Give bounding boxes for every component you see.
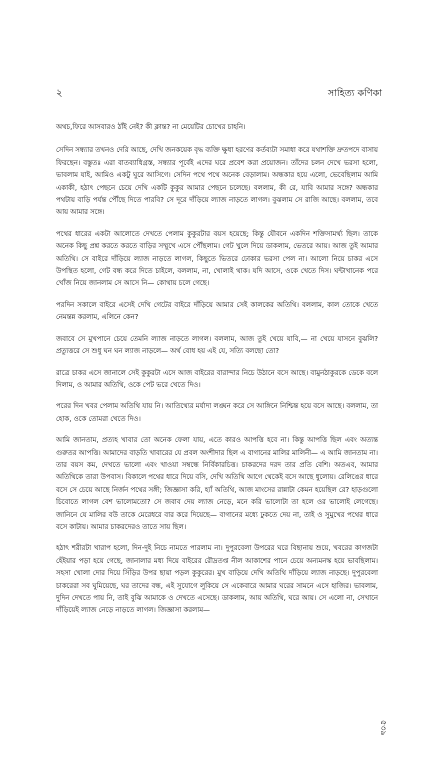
paragraph: হঠাৎ শরীরটা খারাপ হলো, দিন-দুই নিচে নামতে পারলাম না। দুপুরবেলা উপরের ঘরে বিছানায় শুয়ে, খবরের কাগজটা হেঁইয়ার পড়া হয়ে গেছে, জানালার মধ্য দিয়ে বাইরের রৌদ্রতপ্ত নীল আকাশের পানে চেয়ে অন্যমনস্ক হয়ে ভাবছিলাম। সহসা খোলা দোর দিয়ে সিঁড়ির উপর ছায়া পড়ল কুকুরের। মুখ বাড়িয়ে দেখি অতিথি দাঁড়িয়ে ল্যাজ নাড়ছে। দুপুরবেলা চাকরেরা সব ঘুমিয়েছে, ঘর তাদের বন্ধ, এই সুযোগে লুকিয়ে সে একেবারে আমার ঘরের সামনে এসে হাজির। ভাবলাম, দুদিন দেখতে পায় নি, তাই বুঝি আমাকে ও দেখতে এসেছে। ডাকলাম, আয় অতিথি, ঘরে আয়। সে এলো না, সেখানে দাঁড়িয়েই ল্যাজ নেড়ে নাড়তে লাগল। জিজ্ঞাসা করলাম—: [56, 544, 378, 615]
running-title: সাহিত্য কণিকা: [327, 88, 382, 99]
margin-number: ৫৩৯: [379, 720, 388, 736]
paragraph: আমি জানতাম, প্রত্যহ খাবার তো অনেক ফেলা যায়, এতে কারও আপত্তি হবে না। কিন্তু আপত্তি ছিল এবং অত্যন্ত গুরুতর আপত্তি। আমাদের বাড়তি খাবারের যে প্রবল অংশীদার ছিল এ বাগানের মালির মালিনী— এ আমি জানতাম না। তার বয়স কম, দেখতে ভালো এবং খাওয়া সম্বন্ধে নির্বিকারচিত্ত। চাকরদের দরদ তার প্রতি বেশি। অতএব, আমার অতিথিকে তারা উপবাস। বিকালে পথের ধারে দিয়ে বসি, দেখি অতিথি আগে থেকেই বসে আছে ধুলোয়। রেলিঙের ধারে বসে সে চেয়ে আছে নির্জন পথের সঙ্গী; জিজ্ঞাসা করি, হ্যাঁ অতিথি, আজ মাংসের রান্নাটা কেমন হয়েছিল রে? হাড়গুলো চিবোতে লাগল বেশ ভালোমতো? সে জবাব দেয় ল্যাজ নেড়ে, মনে করি ভালোটা তা হলে ওর ভালোই লেগেছে। জানিনে যে মালির বউ তাকে মেরেধরে বার করে দিয়েছে— বাগানের মধ্যে ঢুকতে দেয় না, তাই ও সুমুখের পথের ধারে বসে কাটায়। আমার চাকরদেরও তাতে সায় ছিল।: [56, 436, 378, 531]
body-text: [56, 121, 378, 626]
paragraph: জবাবে সে মুখপানে চেয়ে তেমনি ল্যাজ নাড়তে লাগল। বললাম, আজ তুই খেয়ে যাবি,— না খেয়ে যাসনে বুঝলি? প্রত্যুত্তরে সে শুধু ঘন ঘন ল্যাজ নাড়লে— অর্থ বোধ হয় এই যে, সত্যি বলছো তো?: [56, 334, 378, 356]
paragraph: সেদিন সন্ধ্যার তখনও দেরি আছে, দেখি জনকয়েক বৃদ্ধ ব্যক্তি ক্ষুধা হরণের কর্তব্যটা সমাধা করে যথাশক্তি দ্রুতপদে বাসায় ফিরছেন। বস্তুতঃ এরা বাতব্যাধিগ্রস্ত, সন্ধ্যার পূর্বেই এদের ঘরে প্রবেশ করা প্রয়োজন। তাঁদের চলন দেখে ভরসা হলো, ভাবলাম যাই, আমিও একটু ঘুরে আসিগে। সেদিন পথে পথে অনেক বেড়ালাম। অন্ধকার হয়ে এলো, ভেবেছিলাম আমি একাকী, হঠাৎ পেছনে চেয়ে দেখি একটি কুকুর আমার পেছনে চলেছে। বললাম, কী রে, যাবি আমার সঙ্গে? অন্ধকার পথটায় বাড়ি পর্যন্ত পৌঁছে দিতে পারবি? সে দূরে দাঁড়িয়ে ল্যাজ নাড়তে লাগল। বুঝলাম সে রাজি আছে। বললাম, তবে আয় আমার সঙ্গে।: [56, 146, 378, 217]
paragraph: রাত্রে চাকর এসে জানালে সেই কুকুরটা এসে আজ বাইরের বারান্দার নিচে উঠানে বসে আছে। বামুনঠাকুরকে ডেকে বলে দিলাম, ও আমার অতিথি, ওকে পেট ভরে খেতে দিও।: [56, 368, 378, 389]
paragraph: পরদিন সকালে বাইরে এসেই দেখি গেটের বাইরে দাঁড়িয়ে আমার সেই কালকের অতিথি। বললাম, কাল তোকে খেতে নেমন্তন্ন করলাম, এলিনে কেন?: [56, 300, 378, 322]
page-header: [56, 86, 382, 103]
page-number: ২: [56, 88, 63, 99]
paragraph: পথের ধারের একটা আলোতে দেখতে পেলাম কুকুরটার বয়স হয়েছে; কিন্তু যৌবনে একদিন শক্তিসামর্থ্য ছিল। তাকে অনেক কিছু প্রশ্ন করতে করতে বাড়ির সম্মুখে এসে পৌঁছলাম। গেট খুলে দিয়ে ডাকলাম, ভেতরে আয়। আজ তুই আমার অতিথি। সে বাইরে দাঁড়িয়ে ল্যাজ নাড়তে লাগল, কিছুতে ভিতরে ঢোকার ভরসা পেল না। আলো নিয়ে চাকর এসে উপস্থিত হলো, গেট বন্ধ করে দিতে চাইলে, বললাম, না, খোলাই থাক। যদি আসে, ওকে খেতে দিস। ঘন্টাখানেক পরে খোঁজ নিয়ে জানলাম সে আসে নি— কোথায় চলে গেছে।: [56, 229, 378, 288]
paragraph: অথচ,ফিরে আসবারও ঠাঁই নেই? কী ক্লান্ত? না মেয়েটির চোখের চাহনি।: [56, 123, 246, 131]
paragraph: পরের দিন খবর পেলাম অতিথি যায় নি। আতিথ্যের মর্যাদা লঙ্ঘন করে সে আঙ্গিনে নিশ্চিন্ত হয়ে বসে আছে। বললাম, তা হোক, ওকে তোমরা খেতে দিও।: [56, 402, 378, 423]
